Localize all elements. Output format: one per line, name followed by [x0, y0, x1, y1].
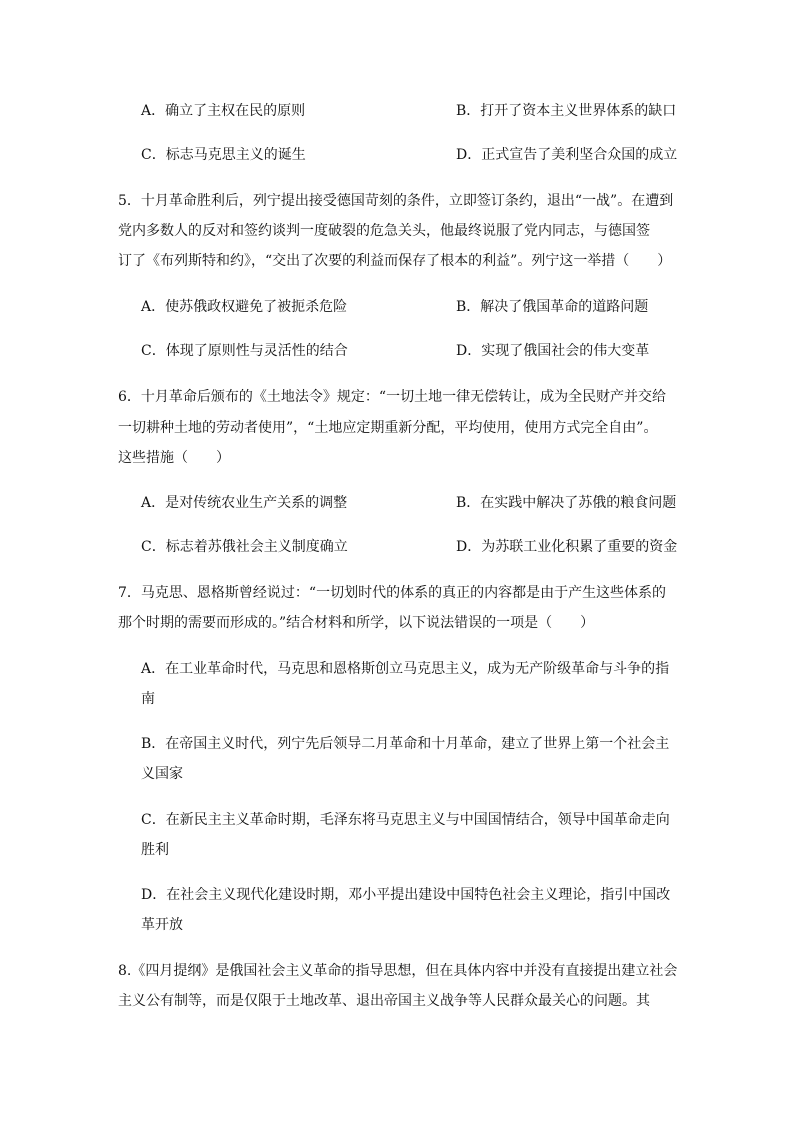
q7-option-b-line-1: B．在帝国主义时代，列宁先后领导二月革命和十月革命，建立了世界上第一个社会主 [141, 736, 670, 752]
q6-option-a [141, 493, 347, 513]
option-text: 体现了原则性与灵活性的结合 [165, 343, 348, 359]
option-text: 为苏联工业化积累了重要的资金 [481, 539, 678, 555]
option-text: 标志着苏俄社会主义制度确立 [165, 539, 348, 555]
option-letter: A． [141, 495, 166, 511]
option-letter: C． [141, 147, 166, 163]
option-text: 在实践中解决了苏俄的粮食问题 [480, 495, 677, 511]
option-letter: C． [141, 539, 166, 555]
q7-option-c-line-2: 胜利 [141, 842, 169, 858]
q6-option-c [141, 537, 348, 557]
option-b [456, 101, 676, 121]
q6-option-d [456, 537, 677, 557]
option-text: 打开了资本主义世界体系的缺口 [480, 103, 677, 119]
option-text: 使苏俄政权避免了被扼杀危险 [165, 299, 348, 315]
option-a [141, 101, 305, 121]
option-letter: A． [141, 103, 166, 119]
q5-option-b [456, 297, 648, 317]
option-text: 标志马克思主义的诞生 [165, 147, 306, 163]
option-letter: A． [141, 299, 166, 315]
q5-stem-line-3: 订了《布列斯特和约》，“交出了次要的利益而保存了根本的利益”。列宁这一举措（ ） [118, 253, 672, 269]
option-letter: D． [456, 539, 482, 555]
option-text: 确立了主权在民的原则 [165, 103, 306, 119]
q7-option-c-line-1: C．在新民主主义革命时期，毛泽东将马克思主义与中国国情结合，领导中国革命走向 [141, 812, 670, 828]
q6-stem-line-3: 这些措施（ ） [118, 450, 230, 466]
q7-option-d-line-1: D．在社会主义现代化建设时期，邓小平提出建设中国特色社会主义理论，指引中国改 [141, 887, 671, 903]
q5-option-c [141, 341, 348, 361]
option-c [141, 145, 306, 165]
q7-option-b-line-2: 义国家 [141, 766, 183, 782]
option-letter: C． [141, 343, 166, 359]
q7-stem-line-1: 7．马克思、恩格斯曾经说过：“一切划时代的体系的真正的内容都是由于产生这些体系的 [118, 585, 667, 601]
option-text: 是对传统农业生产关系的调整 [165, 495, 348, 511]
q7-option-a-line-2: 南 [141, 691, 155, 707]
option-text: 解决了俄国革命的道路问题 [480, 299, 649, 315]
option-text: 正式宣告了美利坚合众国的成立 [481, 147, 678, 163]
option-d [456, 145, 677, 165]
option-letter: D． [456, 147, 482, 163]
q8-stem-line-1: 8.《四月提纲》是俄国社会主义革命的指导思想，但在具体内容中并没有直接提出建立社会 [118, 963, 678, 979]
option-letter: D． [456, 343, 482, 359]
q5-option-a [141, 297, 347, 317]
option-letter: B． [456, 103, 481, 119]
q5-stem-line-2: 党内多数人的反对和签约谈判一度破裂的危急关头，他最终说服了党内同志，与德国签 [118, 223, 650, 239]
option-letter: B． [456, 299, 481, 315]
q6-stem-line-1: 6．十月革命后颁布的《土地法令》规定：“一切土地一律无偿转让，成为全民财产并交给 [118, 389, 667, 405]
q5-option-d [456, 341, 649, 361]
q5-stem-line-1: 5．十月革命胜利后，列宁提出接受德国苛刻的条件，立即签订条约，退出“一战”。在遭到 [118, 193, 674, 209]
option-text: 实现了俄国社会的伟大变革 [481, 343, 650, 359]
q6-option-b [456, 493, 676, 513]
q7-option-a-line-1: A．在工业革命时代，马克思和恩格斯创立马克思主义，成为无产阶级革命与斗争的指 [141, 661, 670, 677]
q8-stem-line-2: 主义公有制等，而是仅限于土地改革、退出帝国主义战争等人民群众最关心的问题。其 [118, 993, 650, 1009]
q7-stem-line-2: 那个时期的需要而形成的。”结合材料和所学，以下说法错误的一项是（ ） [118, 615, 595, 631]
q7-option-d-line-2: 革开放 [141, 917, 183, 933]
option-letter: B． [456, 495, 481, 511]
q6-stem-line-2: 一切耕种土地的劳动者使用”，“土地应定期重新分配，平均使用，使用方式完全自由”。 [118, 420, 658, 436]
